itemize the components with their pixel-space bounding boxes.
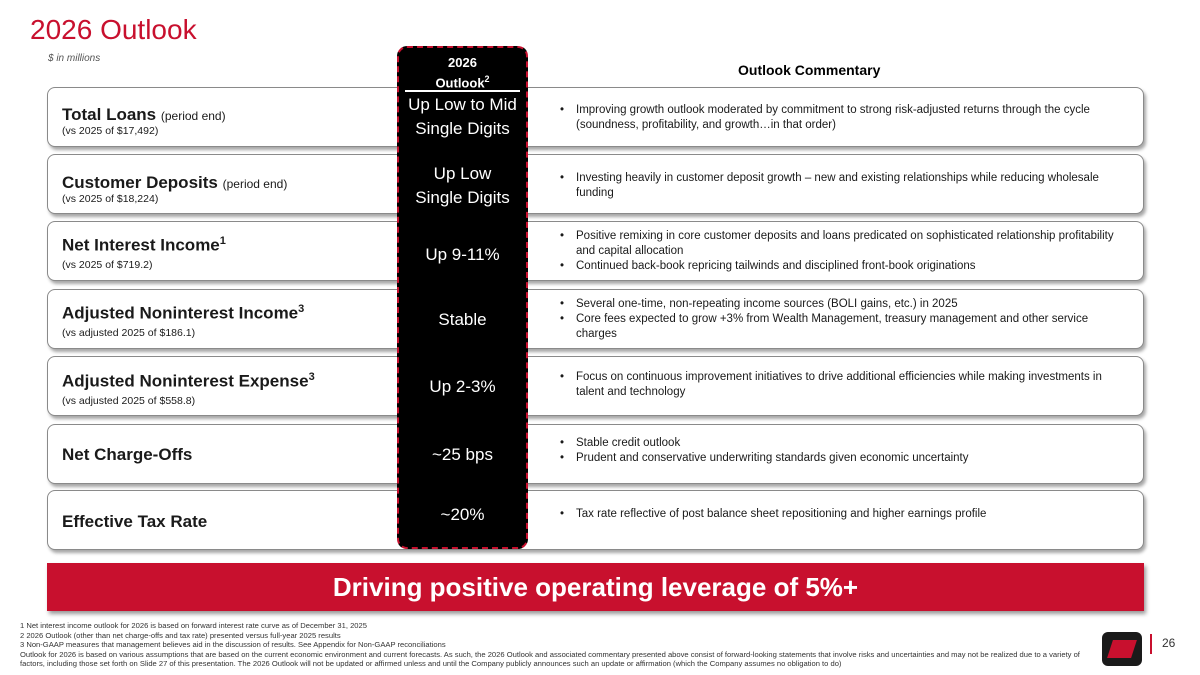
row-total-loans xyxy=(47,87,1144,147)
logo-mark xyxy=(1107,640,1137,658)
footnotes xyxy=(20,621,1100,669)
row-comparison: (vs 2025 of $17,492) xyxy=(62,125,159,137)
row-customer-deposits xyxy=(47,154,1144,214)
row-label: Effective Tax Rate xyxy=(62,512,208,531)
outlook-value-effective-tax-rate: ~20% xyxy=(440,505,485,524)
outlook-heading: 2026 Outlook$^2$ xyxy=(435,55,490,91)
row-label: Total Loans (period end) xyxy=(62,105,226,124)
outlook-value-adjusted-noninterest-expense: Up 2-3% xyxy=(429,377,496,396)
commentary-bullet: • Positive remixing in core customer deposits and loans predicated on sophisticated relationship profitability and capital allocation xyxy=(558,229,1128,259)
commentary-bullet: • Core fees expected to grow +3% from Wealth Management, treasury management and other service charges xyxy=(558,312,1128,342)
commentary-bullet: • Several one-time, non-repeating income sources (BOLI gains, etc.) in 2025 xyxy=(558,297,1128,312)
row-label: Net Interest Income$^1$ xyxy=(62,235,226,255)
commentary-bullet: • Investing heavily in customer deposit growth – new and existing relationships while reducing wholesale funding xyxy=(558,171,1128,201)
logo-divider xyxy=(1150,634,1152,654)
page-title: 2026 Outlook xyxy=(30,14,197,45)
row-adjusted-noninterest-income xyxy=(47,289,1144,349)
footnote: 3 Non-GAAP measures that management believes aid in the discussion of results. See Appendix for Non-GAAP reconciliations xyxy=(20,640,446,650)
row-comparison: (vs adjusted 2025 of $186.1) xyxy=(62,327,196,339)
commentary-bullet: • Tax rate reflective of post balance sheet repositioning and higher earnings profile xyxy=(558,507,1128,522)
commentary-bullet: • Stable credit outlook xyxy=(558,436,1128,451)
row-commentary xyxy=(558,103,1128,133)
row-commentary xyxy=(558,297,1128,342)
commentary-bullet: • Improving growth outlook moderated by commitment to strong risk-adjusted returns through the cycle (soundness, profitability, and growth…in that order) xyxy=(558,103,1128,133)
operating-leverage-banner: Driving positive operating leverage of 5%+ xyxy=(47,563,1144,611)
row-net-charge-offs xyxy=(47,424,1144,484)
outlook-value-total-loans: Up Low to Mid Single Digits xyxy=(408,95,517,138)
row-commentary xyxy=(558,507,1128,522)
footnote: 2 2026 Outlook (other than net charge-offs and tax rate) presented versus full-year 2025 results xyxy=(20,630,341,640)
row-comparison: (vs adjusted 2025 of $558.8) xyxy=(62,395,196,407)
commentary-bullet: • Continued back-book repricing tailwinds and disciplined front-book originations xyxy=(558,259,1128,274)
row-commentary xyxy=(558,370,1128,400)
commentary-heading: Outlook Commentary xyxy=(738,62,881,78)
row-comparison: (vs 2025 of $18,224) xyxy=(62,193,159,205)
bank-logo-icon xyxy=(1102,632,1142,666)
outlook-divider xyxy=(405,90,520,92)
row-commentary xyxy=(558,436,1128,466)
outlook-value-net-interest-income: Up 9-11% xyxy=(425,245,500,264)
commentary-bullet: • Prudent and conservative underwriting standards given economic uncertainty xyxy=(558,451,1128,466)
row-effective-tax-rate xyxy=(47,490,1144,550)
commentary-bullet: • Focus on continuous improvement initiatives to drive additional efficiencies while making investments in talent and technology xyxy=(558,370,1128,400)
outlook-value-adjusted-noninterest-income: Stable xyxy=(438,310,487,329)
row-commentary xyxy=(558,229,1128,274)
outlook-value-net-charge-offs: ~25 bps xyxy=(432,445,493,464)
row-comparison: (vs 2025 of $719.2) xyxy=(62,259,153,271)
footnote: 1 Net interest income outlook for 2026 is based on forward interest rate curve as of December 31, 2025 xyxy=(20,621,367,630)
row-label: Customer Deposits (period end) xyxy=(62,173,288,192)
row-commentary xyxy=(558,171,1128,201)
row-adjusted-noninterest-expense xyxy=(47,356,1144,416)
row-net-interest-income xyxy=(47,221,1144,281)
disclaimer: Outlook for 2026 is based on various assumptions that are based on the current economic environment and current forecasts. As such, the 2026 Outlook and associated commentary presented above consist of forward-looking statements that involve risks and uncertainties and may not be realized due to a variety of factors, including those set forth on Slide 27 of this presentation. The 2026 Outlook will not be updated or affirmed unless and until the Company publicly announces such an update or affirmation (which the Company assumes no obligation to do) xyxy=(20,649,1080,669)
outlook-value-customer-deposits: Up Low Single Digits xyxy=(415,164,510,207)
page-number: 26 xyxy=(1162,636,1176,650)
units-note: $ in millions xyxy=(48,53,101,64)
row-label: Net Charge-Offs xyxy=(62,445,193,464)
row-label: Adjusted Noninterest Income$^3$ xyxy=(62,303,305,323)
row-label: Adjusted Noninterest Expense$^3$ xyxy=(62,371,315,391)
